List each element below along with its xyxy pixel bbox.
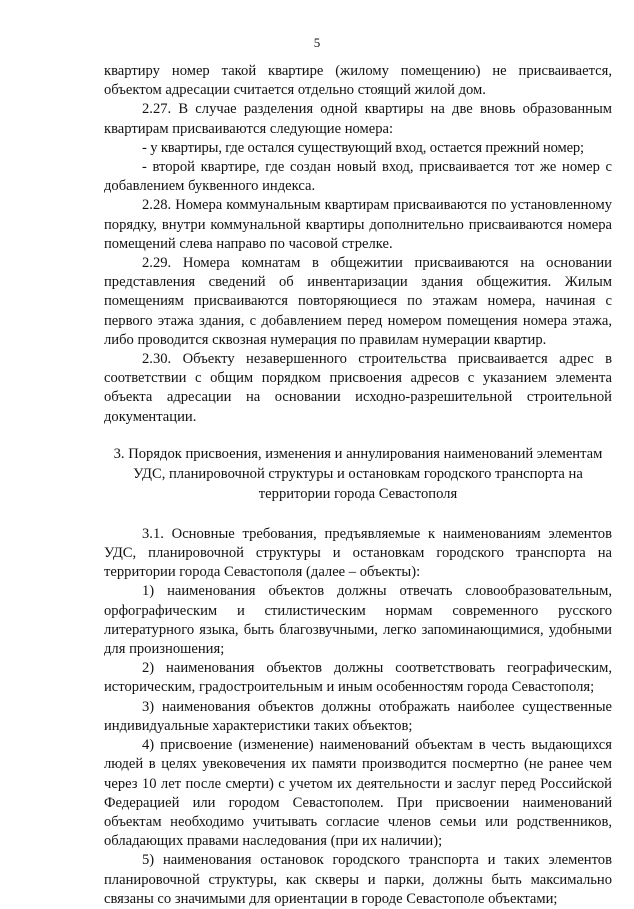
document-body	[104, 62, 612, 909]
list-item-new-entrance: - второй квартире, где создан новый вход, присваивается тот же номер с добавлением буквенного индекса.	[104, 159, 612, 195]
list-item-5: 5) наименования остановок городского транспорта и таких элементов планировочной структуры, как скверы и парки, должны быть максимально связаны со значимыми для ориентации в городе Севастополе объектами;	[104, 852, 612, 907]
paragraph-2-29: 2.29. Номера комнатам в общежитии присваиваются на основании представления сведений об инвентаризации здания общежития. Жилым помещениям присваиваются повторяющиеся по этажам номера, начиная с первого этажа здания, с добавлением перед номером помещения номера этажа, либо проводится сквозная нумерация по правилам нумерации квартир.	[104, 255, 612, 348]
list-item-1: 1) наименования объектов должны отвечать словообразовательным, орфографическим и стилистическим нормам современного русского литературного языка, быть благозвучными, легко запоминающимися, удобными для произношения;	[104, 583, 612, 658]
paragraph-continuation: квартиру номер такой квартире (жилому помещению) не присваивается, объектом адресации считается отдельно стоящий жилой дом.	[104, 63, 612, 99]
paragraph-3-1: 3.1. Основные требования, предъявляемые к наименованиям элементов УДС, планировочной структуры и остановкам городского транспорта на территории города Севастополя (далее – объекты):	[104, 525, 612, 581]
paragraph-2-30: 2.30. Объекту незавершенного строительства присваивается адрес в соответствии с общим порядком присвоения адресов с указанием элемента объекта адресации на основании исходно-разрешительной строительной документации.	[104, 351, 612, 425]
page-number: 5	[313, 35, 321, 50]
list-item-2: 2) наименования объектов должны соответствовать географическим, историческим, градостроительным и иным особенностям города Севастополя;	[104, 660, 612, 696]
list-item-3: 3) наименования объектов должны отображать наиболее существенные индивидуальные характеристики таких объектов;	[104, 698, 612, 734]
paragraph-2-28: 2.28. Номера коммунальным квартирам присваиваются по установленному порядку, внутри коммунальной квартиры дополнительно присваиваются номера помещений слева направо по часовой стрелке.	[104, 197, 612, 252]
list-item-4: 4) присвоение (изменение) наименований объектам в честь выдающихся людей в целях увековечения их памяти производится посмертно (не ранее чем через 10 лет после смерти) с учетом их деятельности и заслуг перед Российской Федерацией или городом Севастополем. При присвоении наименований объектам необходимо учитывать согласие членов семьи или родственников, обладающих правами наследования (при их наличии);	[104, 737, 612, 850]
list-item-existing-entrance: - у квартиры, где остался существующий вход, остается прежний номер;	[142, 139, 584, 156]
section-heading: 3. Порядок присвоения, изменения и аннулирования наименований элементам УДС, планировочной структуры и остановкам городского транспорта на территории города Севастополя	[113, 445, 603, 502]
paragraph-2-27: 2.27. В случае разделения одной квартиры на две вновь образованным квартирам присваиваются следующие номера:	[104, 101, 612, 137]
